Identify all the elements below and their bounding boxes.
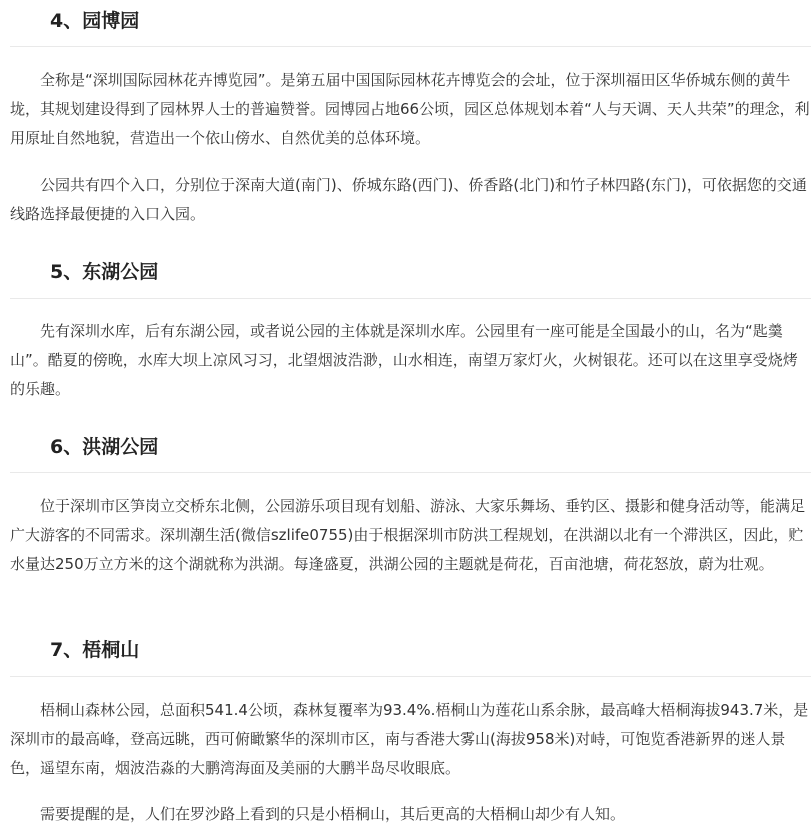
section-heading-donghu-park: 5、东湖公园 <box>50 261 159 283</box>
paragraph-text: 需要提醒的是，人们在罗沙路上看到的只是小梧桐山，其后更高的大梧桐山却少有人知。 <box>40 805 626 823</box>
paragraph <box>10 317 811 404</box>
paragraph <box>10 66 811 153</box>
section-heading-yuanboyuan: 4、园博园 <box>50 10 140 32</box>
paragraph <box>10 171 811 229</box>
section-heading-honghu-park: 6、洪湖公园 <box>50 436 159 458</box>
paragraph <box>10 800 811 829</box>
section-divider <box>10 676 811 677</box>
paragraph-text: 公园共有四个入口，分别位于深南大道(南门)、侨城东路(西门)、侨香路(北门)和竹子林四路(东门)，可依据您的交通线路选择最便捷的入口入园。 <box>10 176 807 223</box>
section-divider <box>10 472 811 473</box>
section-divider <box>10 298 811 299</box>
section-divider <box>10 46 811 47</box>
paragraph-text: 梧桐山森林公园，总面积541.4公顷，森林复覆率为93.4%.梧桐山为莲花山系余脉，最高峰大梧桐海拔943.7米，是深圳市的最高峰，登高远眺，西可俯瞰繁华的深圳市区，南与香港大雾山(海拔958米)对峙，可饱览香港新界的迷人景色，遥望东南，烟波浩淼的大鹏湾海面及美丽的大鹏半岛尽收眼底。 <box>10 701 809 777</box>
paragraph-text: 先有深圳水库，后有东湖公园，或者说公园的主体就是深圳水库。公园里有一座可能是全国最小的山，名为“匙羹山”。酷夏的傍晚，水库大坝上凉风习习，北望烟波浩渺，山水相连，南望万家灯火，火树银花。还可以在这里享受烧烤的乐趣。 <box>10 322 798 398</box>
paragraph-text: 全称是“深圳国际园林花卉博览园”。是第五届中国国际园林花卉博览会的会址，位于深圳福田区华侨城东侧的黄牛垅，其规划建设得到了园林界人士的普遍赞誉。园博园占地66公顷，园区总体规划本着“人与天调、天人共荣”的理念，利用原址自然地貌，营造出一个依山傍水、自然优美的总体环境。 <box>10 71 810 147</box>
section-heading-wutong-mountain: 7、梧桐山 <box>50 639 140 661</box>
paragraph-text: 位于深圳市区笋岗立交桥东北侧，公园游乐项目现有划船、游泳、大家乐舞场、垂钓区、摄影和健身活动等，能满足广大游客的不同需求。深圳潮生活(微信szlife0755)由于根据深圳市防洪工程规划，在洪湖以北有一个滞洪区，因此，贮水量达250万立方米的这个湖就称为洪湖。每逢盛夏，洪湖公园的主题就是荷花，百亩池塘，荷花怒放，蔚为壮观。 <box>10 497 806 573</box>
paragraph <box>10 492 811 579</box>
paragraph <box>10 696 811 783</box>
